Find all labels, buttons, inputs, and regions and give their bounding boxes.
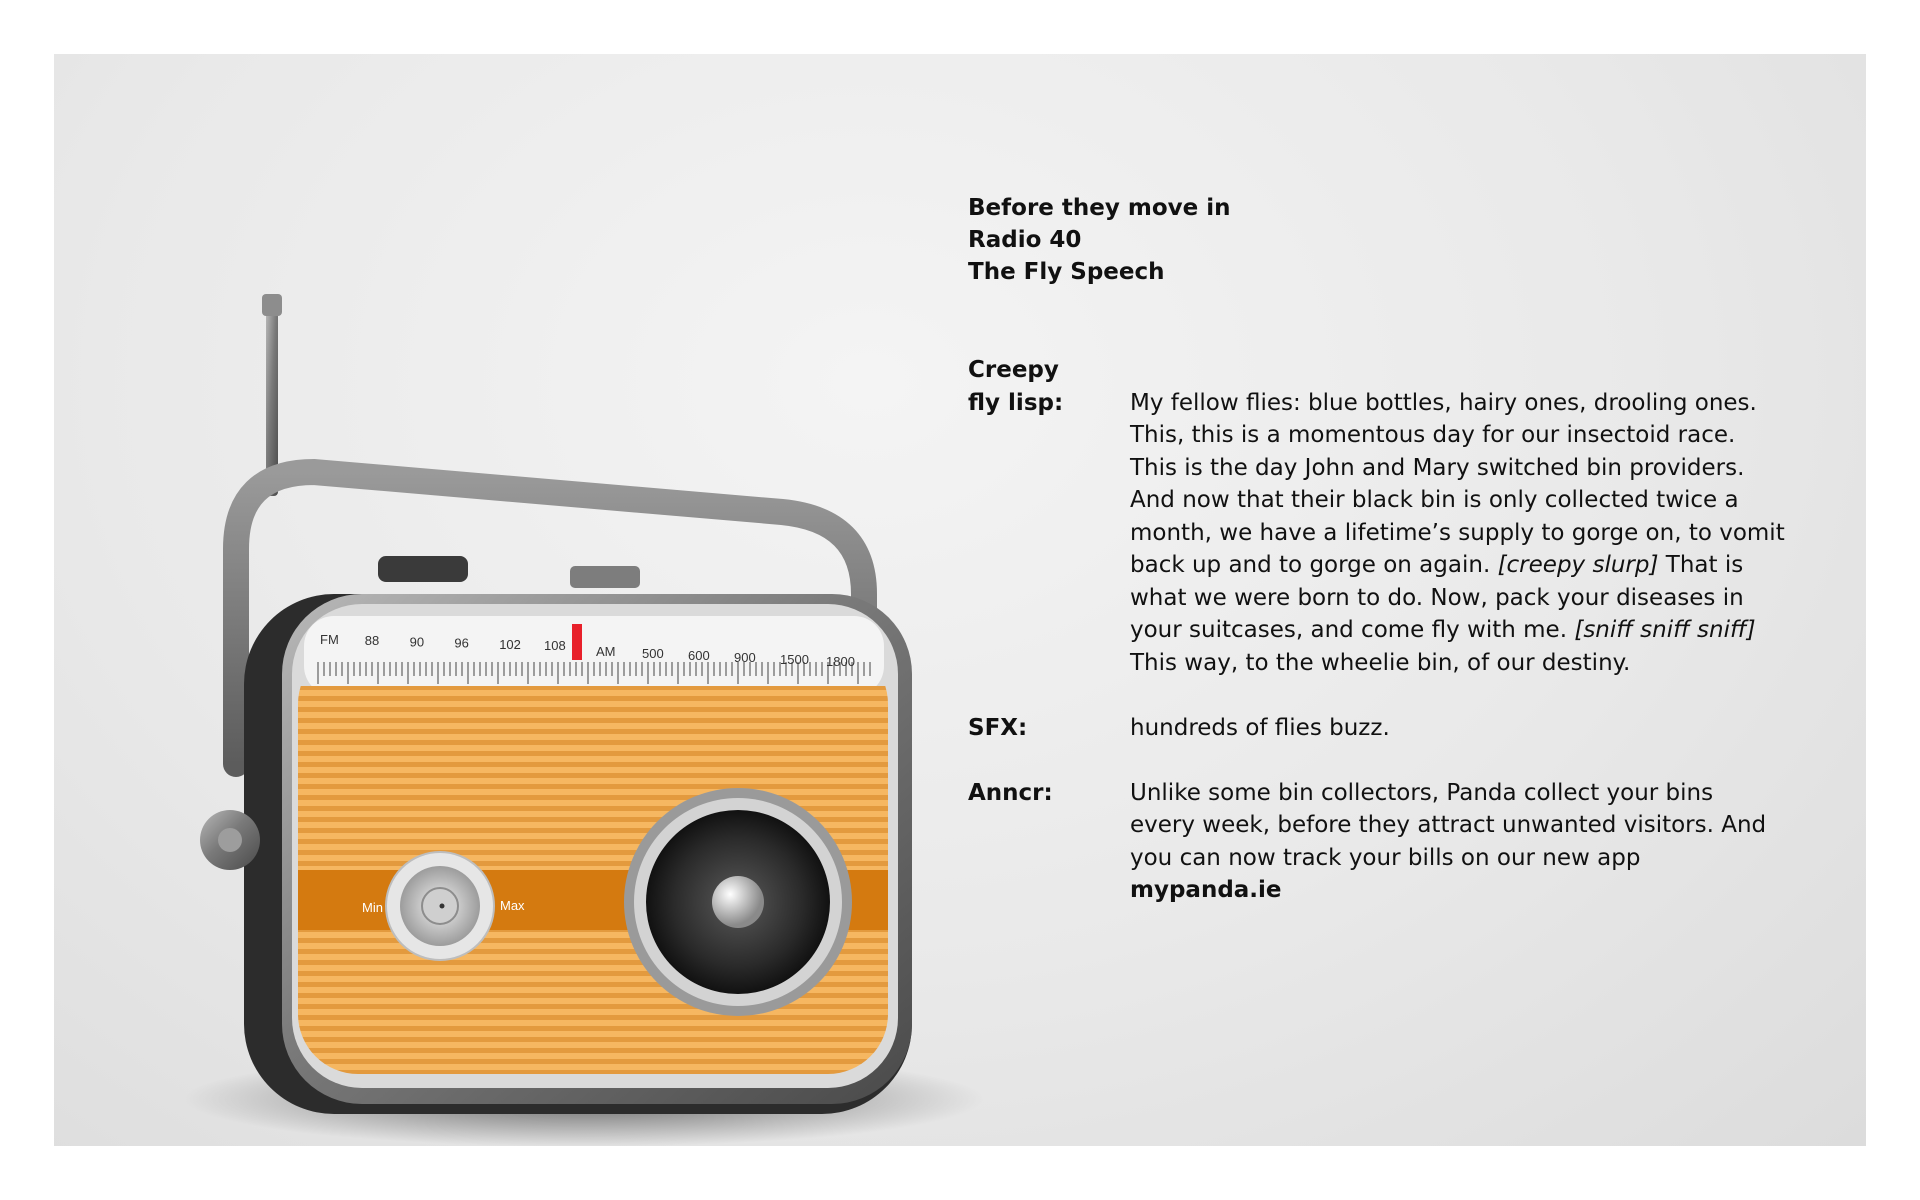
script-row-creepy <box>968 354 1788 679</box>
ad-title: The Fly Speech <box>968 259 1165 285</box>
knob-max-label: Max <box>500 898 525 913</box>
website-url: mypanda.ie <box>1130 877 1282 903</box>
dial-label: 1800 <box>826 654 855 669</box>
top-knob <box>378 556 468 582</box>
dial-label: 900 <box>734 650 756 665</box>
knob-min-label: Min <box>362 900 383 915</box>
dial-label: 88 <box>364 633 380 649</box>
stage-direction: [sniff sniff sniff] <box>1574 617 1756 643</box>
dial-label: 90 <box>409 634 425 650</box>
dial-label: 600 <box>688 648 710 663</box>
ad-format: Radio 40 <box>968 227 1082 253</box>
dial-label: 500 <box>642 646 664 661</box>
speaker-label-creepy: Creepy fly lisp: <box>968 357 1064 416</box>
dial-label: 96 <box>454 635 469 651</box>
dial-label: 1500 <box>780 652 809 667</box>
top-button <box>570 566 640 588</box>
dial-label: AM <box>596 644 616 659</box>
speaker-label-sfx: SFX: <box>968 714 1028 741</box>
tuning-needle <box>572 624 582 660</box>
creepy-lines: My fellow flies: blue bottles, hairy ones, drooling ones. This, this is a momentous day for our insectoid race. This is the day John and Mary switched bin providers. And now that their black bin is only collected twice a month, we have a lifetime’s supply to gorge on, to vomit back up and to gorge on again. [creepy slurp] That is what we were born to do. Now, pack your diseases in your suitcases, and come fly with me. [sniff sniff sniff] This way, to the wheelie bin, of our destiny. <box>1130 389 1785 676</box>
speaker-label-anncr: Anncr: <box>968 779 1053 806</box>
ad-panel <box>54 54 1866 1146</box>
script-heading <box>968 192 1788 288</box>
dial-label: FM <box>320 632 339 647</box>
speaker-dustcap <box>712 876 764 928</box>
radio-svg <box>164 294 1024 1146</box>
stage-direction: [creepy slurp] <box>1497 552 1659 578</box>
dial-label: 108 <box>544 638 566 653</box>
radio-illustration <box>164 294 1024 1146</box>
script-row-anncr <box>968 777 1788 907</box>
sfx-text: hundreds of flies buzz. <box>1130 714 1390 741</box>
dial-label: 102 <box>499 636 521 652</box>
campaign-title: Before they move in <box>968 195 1231 221</box>
radio-script <box>968 192 1788 907</box>
script-row-sfx <box>968 712 1788 745</box>
anncr-lines: Unlike some bin collectors, Panda collect your bins every week, before they attract unwanted visitors. And you can now track your bills on our new app mypanda.ie <box>1130 777 1788 907</box>
